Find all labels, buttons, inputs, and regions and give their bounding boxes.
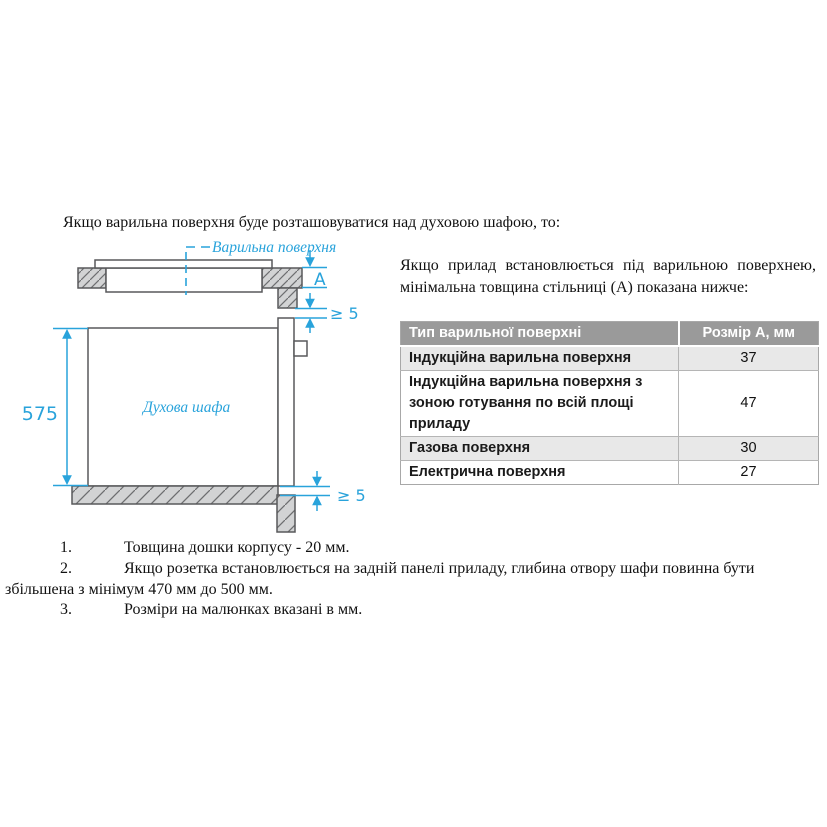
gap-bottom-label: ≥ 5 [337,486,366,505]
hob-type-cell: Електрична поверхня [401,461,679,485]
note-number: 3. [60,601,72,618]
table-row [401,371,819,437]
hob-label: Варильна поверхня [212,239,337,256]
installation-diagram [0,235,380,540]
table-row [401,461,819,485]
cabinet-shelf [72,486,278,504]
hob-type-cell: Газова поверхня [401,437,679,461]
side-paragraph: Якщо прилад встановлюється під варильною поверхнею, мінімальна товщина стільниці (А) показана нижче: [400,257,816,296]
note-number: 2. [60,560,72,577]
table-header-type: Тип варильної поверхні [401,322,679,347]
dim-575-label: 575 [21,403,58,425]
size-a-cell: 30 [679,437,819,461]
note-text: Товщина дошки корпусу - 20 мм. [124,539,350,556]
oven-door-panel [278,318,294,486]
intro-text: Якщо варильна поверхня буде розташовуватися над духовою шафою, то: [63,214,561,231]
note-text-wrap: збільшена з мінімум 470 мм до 500 мм. [5,581,273,598]
dim-a-label: A [314,270,326,290]
countertop-right-section [262,268,302,288]
worktop-table [400,321,819,485]
size-a-cell: 37 [679,346,819,371]
oven-label: Духова шафа [143,399,231,416]
table-row [401,437,819,461]
size-a-cell: 47 [679,371,819,437]
hob-glass [95,260,272,268]
table-header-size: Розмір А, мм [679,322,819,347]
hob-type-cell: Індукційна варильна поверхня [401,346,679,371]
door-hinge [294,341,307,356]
hob-type-cell: Індукційна варильна поверхня з зоною готування по всій площі приладу [401,371,679,437]
table-row [401,346,819,371]
gap-top-label: ≥ 5 [330,304,359,323]
plinth-panel [277,495,295,532]
note-text: Розміри на малюнках вказані в мм. [124,601,363,618]
size-a-cell: 27 [679,461,819,485]
note-number: 1. [60,539,72,556]
countertop-left-section [78,268,106,288]
note-text: Якщо розетка встановлюється на задній панелі приладу, глибина отвору шафи повинна бути [124,560,755,577]
countertop-under-block [278,288,297,308]
table-header-row [401,322,819,347]
hob-body [106,268,262,292]
